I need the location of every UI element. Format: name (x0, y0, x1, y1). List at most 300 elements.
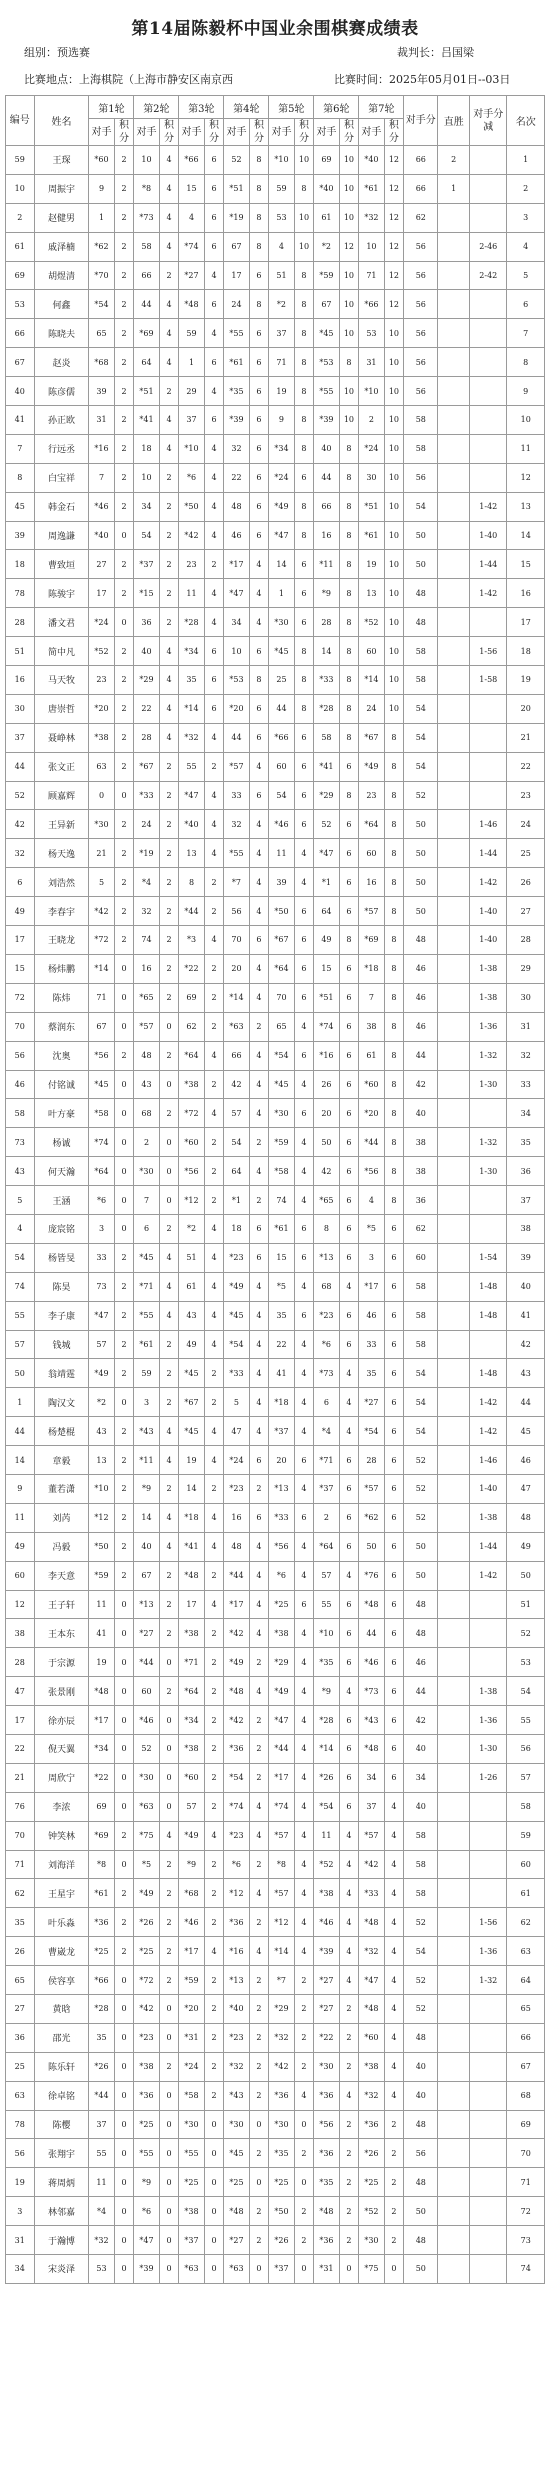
table-cell: 65 (89, 319, 114, 348)
table-cell: *62 (89, 232, 114, 261)
table-cell: 4 (204, 434, 224, 463)
table-cell: 2 (438, 146, 470, 175)
table-cell: *24 (179, 2052, 204, 2081)
table-cell (438, 1474, 470, 1503)
player-name-cell: 宋炎泽 (34, 2255, 89, 2284)
table-row (6, 377, 545, 406)
table-cell: 35 (269, 1301, 294, 1330)
table-cell: 4 (249, 1590, 269, 1619)
table-cell: 1 (179, 348, 204, 377)
table-row (6, 1388, 545, 1417)
table-cell: 4 (249, 752, 269, 781)
player-name-cell: 胡煜清 (34, 261, 89, 290)
player-name-cell: 陈彦儒 (34, 377, 89, 406)
table-cell: 2 (159, 954, 179, 983)
table-cell: *22 (314, 2023, 339, 2052)
table-cell: 4 (339, 1879, 359, 1908)
player-name-cell: 陈骏宇 (34, 579, 89, 608)
table-cell: 8 (339, 666, 359, 695)
table-cell: 1-42 (470, 1561, 507, 1590)
table-cell: *46 (134, 1706, 159, 1735)
table-cell: 2 (294, 2197, 314, 2226)
table-cell (438, 377, 470, 406)
player-name-cell: 韩金石 (34, 492, 89, 521)
table-cell: 35 (359, 1359, 384, 1388)
table-cell: 2 (384, 2139, 404, 2168)
table-cell (438, 1561, 470, 1590)
table-cell: 2 (159, 1879, 179, 1908)
table-cell: 60 (359, 839, 384, 868)
table-cell: 4 (384, 1966, 404, 1995)
table-cell (438, 579, 470, 608)
table-cell: 6 (339, 1734, 359, 1763)
table-cell: 10 (294, 232, 314, 261)
table-cell: 6 (384, 1619, 404, 1648)
table-cell: 4 (249, 1532, 269, 1561)
table-cell: 37 (507, 1186, 545, 1215)
player-name-cell: 孙正欧 (34, 406, 89, 435)
table-cell: *17 (224, 550, 249, 579)
table-cell: *54 (224, 1330, 249, 1359)
table-cell: 4 (204, 781, 224, 810)
table-row (6, 1706, 545, 1735)
table-cell (470, 723, 507, 752)
table-cell: 2 (159, 1677, 179, 1706)
table-cell: 15 (314, 954, 339, 983)
table-cell: 4 (339, 1908, 359, 1937)
table-cell: 2 (114, 579, 134, 608)
player-name-cell: 王琛 (34, 146, 89, 175)
table-cell: 9 (89, 174, 114, 203)
player-name-cell: 蒋周炳 (34, 2168, 89, 2197)
table-cell: 5 (89, 868, 114, 897)
table-cell: *4 (89, 2197, 114, 2226)
table-cell (470, 2052, 507, 2081)
table-cell: 4 (159, 1301, 179, 1330)
table-cell: 4 (204, 1330, 224, 1359)
table-cell: 8 (294, 319, 314, 348)
table-cell: *14 (224, 983, 249, 1012)
player-name-cell: 赵健男 (34, 203, 89, 232)
table-cell: 2 (204, 1186, 224, 1215)
table-cell: 69 (507, 2110, 545, 2139)
table-cell: 1-42 (470, 579, 507, 608)
table-cell: 2 (204, 1619, 224, 1648)
table-cell: 1-32 (470, 1041, 507, 1070)
table-cell: 2 (159, 550, 179, 579)
table-cell: 60 (359, 637, 384, 666)
table-cell: 49 (6, 897, 35, 926)
table-cell: 42 (404, 1706, 438, 1735)
table-cell: *74 (224, 1792, 249, 1821)
subheader-opponent: 对手 (314, 119, 339, 146)
table-cell: 4 (294, 1070, 314, 1099)
table-row (6, 1301, 545, 1330)
player-name-cell: 钱城 (34, 1330, 89, 1359)
table-cell: 1 (507, 146, 545, 175)
table-cell: 5 (6, 1186, 35, 1215)
table-cell: *50 (269, 897, 294, 926)
player-name-cell: 林邻嘉 (34, 2197, 89, 2226)
table-cell: 8 (384, 1041, 404, 1070)
table-cell: 17 (507, 608, 545, 637)
table-cell: *20 (359, 1099, 384, 1128)
table-cell: 54 (404, 1937, 438, 1966)
table-cell: *63 (134, 1792, 159, 1821)
table-cell: 8 (384, 752, 404, 781)
table-cell: 14 (314, 637, 339, 666)
table-cell: 30 (359, 463, 384, 492)
table-row (6, 1821, 545, 1850)
table-cell: 2 (507, 174, 545, 203)
table-cell: 2 (114, 1301, 134, 1330)
table-cell: 0 (204, 2168, 224, 2197)
table-cell: *52 (89, 637, 114, 666)
table-cell: 0 (114, 2110, 134, 2139)
table-cell: 4 (159, 1243, 179, 1272)
table-cell: *16 (89, 434, 114, 463)
table-cell: *24 (269, 463, 294, 492)
table-cell: 10 (339, 406, 359, 435)
table-cell: 69 (179, 983, 204, 1012)
table-cell: 57 (89, 1330, 114, 1359)
subheader-points: 积分 (204, 119, 224, 146)
table-cell: *38 (359, 2052, 384, 2081)
subheader-opponent: 对手 (134, 119, 159, 146)
table-cell: *42 (134, 1995, 159, 2024)
table-cell: *42 (224, 1619, 249, 1648)
table-cell: 44 (404, 1041, 438, 1070)
table-cell (438, 1792, 470, 1821)
table-cell: 19 (269, 377, 294, 406)
table-cell: *17 (179, 1937, 204, 1966)
table-cell (438, 694, 470, 723)
table-cell: 1-48 (470, 1359, 507, 1388)
table-cell (438, 666, 470, 695)
table-cell: *56 (89, 1041, 114, 1070)
table-cell (438, 1908, 470, 1937)
table-cell: 2 (204, 1128, 224, 1157)
header-round-1: 第1轮 (89, 96, 134, 119)
table-cell: *12 (269, 1908, 294, 1937)
table-cell: *40 (224, 1995, 249, 2024)
table-row (6, 406, 545, 435)
table-cell: 4 (159, 1532, 179, 1561)
table-cell: 45 (6, 492, 35, 521)
table-cell: 0 (159, 2226, 179, 2255)
table-cell: 2 (159, 1041, 179, 1070)
table-cell: 56 (404, 377, 438, 406)
table-cell: 31 (359, 348, 384, 377)
table-cell: 4 (339, 1677, 359, 1706)
table-cell: *47 (269, 1706, 294, 1735)
table-cell: 2 (114, 1330, 134, 1359)
table-cell: 6 (294, 1099, 314, 1128)
table-cell: 50 (404, 839, 438, 868)
table-cell: 50 (404, 2255, 438, 2284)
table-cell (438, 2110, 470, 2139)
table-cell: 13 (179, 839, 204, 868)
table-cell: *31 (179, 2023, 204, 2052)
table-cell: *47 (89, 1301, 114, 1330)
table-cell: 20 (224, 954, 249, 983)
table-cell: 59 (507, 1821, 545, 1850)
table-cell: *28 (89, 1995, 114, 2024)
table-cell: 10 (294, 146, 314, 175)
table-cell: 40 (404, 1792, 438, 1821)
table-cell: 7 (507, 319, 545, 348)
table-cell: 6 (339, 954, 359, 983)
table-cell: 50 (404, 1561, 438, 1590)
table-cell: 42 (507, 1330, 545, 1359)
table-cell: 4 (249, 1359, 269, 1388)
table-cell: 2 (114, 463, 134, 492)
table-cell: *52 (314, 1850, 339, 1879)
table-cell: 6 (294, 1590, 314, 1619)
table-cell: *6 (179, 463, 204, 492)
table-cell: 2 (204, 1359, 224, 1388)
table-cell: 40 (507, 1272, 545, 1301)
table-cell: 4 (204, 1272, 224, 1301)
table-cell: 46 (404, 1012, 438, 1041)
venue-label: 比赛地点：上海棋院（上海市静安区南京西 (24, 73, 233, 86)
table-cell: 39 (507, 1243, 545, 1272)
table-cell: 16 (224, 1503, 249, 1532)
table-cell: *49 (269, 492, 294, 521)
table-cell (438, 1272, 470, 1301)
table-cell: 4 (204, 1937, 224, 1966)
table-cell (470, 434, 507, 463)
table-cell (438, 868, 470, 897)
table-cell: 39 (269, 868, 294, 897)
table-cell (470, 2023, 507, 2052)
table-row (6, 1359, 545, 1388)
table-cell: 6 (339, 1012, 359, 1041)
table-cell: 2 (204, 2023, 224, 2052)
table-cell: *59 (269, 1128, 294, 1157)
table-cell: *37 (269, 1417, 294, 1446)
table-cell: 0 (114, 1099, 134, 1128)
table-cell: 8 (339, 348, 359, 377)
table-cell: *30 (89, 810, 114, 839)
table-cell: 7 (6, 434, 35, 463)
table-cell: 8 (294, 348, 314, 377)
table-cell: *64 (179, 1041, 204, 1070)
table-cell: 54 (404, 694, 438, 723)
table-cell: 4 (249, 1099, 269, 1128)
table-cell: 10 (384, 377, 404, 406)
table-row (6, 2226, 545, 2255)
table-cell: 4 (249, 1417, 269, 1446)
table-cell: 4 (294, 868, 314, 897)
table-cell: 0 (159, 1070, 179, 1099)
table-cell: 63 (89, 752, 114, 781)
player-name-cell: 章毅 (34, 1446, 89, 1475)
table-cell (438, 1532, 470, 1561)
table-cell: 66 (6, 319, 35, 348)
table-cell: 3 (6, 2197, 35, 2226)
table-cell: 2 (159, 1388, 179, 1417)
table-cell: 58 (314, 723, 339, 752)
player-name-cell: 杨天逸 (34, 839, 89, 868)
table-cell: 56 (6, 1041, 35, 1070)
table-cell: 25 (269, 666, 294, 695)
table-cell: 2 (204, 1706, 224, 1735)
table-cell: 48 (404, 579, 438, 608)
table-cell: 35 (6, 1908, 35, 1937)
table-cell: *59 (179, 1966, 204, 1995)
table-cell: *32 (359, 2081, 384, 2110)
table-cell: *16 (224, 1937, 249, 1966)
player-name-cell: 马天牧 (34, 666, 89, 695)
table-cell: 12 (384, 174, 404, 203)
table-cell: 4 (249, 1879, 269, 1908)
table-row (6, 781, 545, 810)
table-cell (470, 203, 507, 232)
table-row (6, 1186, 545, 1215)
table-cell (438, 521, 470, 550)
table-cell: 10 (384, 492, 404, 521)
table-cell: 18 (507, 637, 545, 666)
table-cell: 6 (294, 1214, 314, 1243)
player-name-cell: 曹致垣 (34, 550, 89, 579)
table-cell: 4 (249, 983, 269, 1012)
table-cell: 6 (384, 1272, 404, 1301)
table-cell: *11 (314, 550, 339, 579)
table-cell: 56 (507, 1734, 545, 1763)
table-cell: 57 (6, 1330, 35, 1359)
table-cell: *23 (134, 2023, 159, 2052)
table-cell: *39 (224, 406, 249, 435)
table-cell: *54 (314, 1792, 339, 1821)
table-cell: *26 (134, 1908, 159, 1937)
player-name-cell: 张翔宇 (34, 2139, 89, 2168)
table-cell (438, 983, 470, 1012)
table-cell: 2 (114, 1503, 134, 1532)
table-cell: 57 (224, 1099, 249, 1128)
table-cell: 44 (6, 1417, 35, 1446)
table-cell: 6 (339, 810, 359, 839)
table-cell: 4 (159, 406, 179, 435)
table-cell: *57 (134, 1012, 159, 1041)
table-cell: 4 (204, 579, 224, 608)
table-cell: *53 (314, 348, 339, 377)
table-cell: *25 (269, 1590, 294, 1619)
table-cell: 6 (339, 1301, 359, 1330)
table-cell: 2 (159, 1359, 179, 1388)
table-cell: 2 (204, 1561, 224, 1590)
table-cell: 28 (134, 723, 159, 752)
table-cell: 0 (114, 1734, 134, 1763)
table-cell: *2 (269, 290, 294, 319)
table-cell: 65 (507, 1995, 545, 2024)
table-cell: 4 (249, 1330, 269, 1359)
table-cell: 0 (249, 2168, 269, 2197)
table-cell: 10 (384, 637, 404, 666)
table-cell: 53 (269, 203, 294, 232)
table-cell: 6 (294, 897, 314, 926)
table-cell: 1-30 (470, 1734, 507, 1763)
table-cell: 43 (507, 1359, 545, 1388)
table-cell: 28 (359, 1446, 384, 1475)
table-cell: 4 (159, 1821, 179, 1850)
table-cell: 39 (89, 377, 114, 406)
table-cell: 2 (249, 1474, 269, 1503)
table-cell: 10 (384, 608, 404, 637)
table-cell: 44 (404, 1677, 438, 1706)
table-cell: 4 (384, 1908, 404, 1937)
table-cell (438, 897, 470, 926)
table-cell: *72 (89, 926, 114, 955)
table-cell: 38 (404, 1157, 438, 1186)
table-row (6, 1503, 545, 1532)
table-cell: 28 (6, 608, 35, 637)
table-cell: 14 (134, 1503, 159, 1532)
table-cell: 6 (339, 752, 359, 781)
table-cell: 6 (384, 1214, 404, 1243)
table-cell: 6 (339, 1763, 359, 1792)
table-cell: *39 (314, 406, 339, 435)
player-name-cell: 周欣宁 (34, 1763, 89, 1792)
table-cell: 2 (159, 781, 179, 810)
player-name-cell: 杨皆旻 (34, 1243, 89, 1272)
table-cell: 66 (314, 492, 339, 521)
table-cell: 52 (404, 1966, 438, 1995)
table-cell: *61 (359, 521, 384, 550)
table-cell: 0 (114, 1012, 134, 1041)
table-cell: 30 (507, 983, 545, 1012)
table-cell: 40 (314, 434, 339, 463)
player-name-cell: 聂峥林 (34, 723, 89, 752)
table-row (6, 1908, 545, 1937)
table-cell: 33 (359, 1330, 384, 1359)
table-cell: 12 (507, 463, 545, 492)
table-cell: 40 (404, 2081, 438, 2110)
table-cell: 6 (294, 1041, 314, 1070)
table-cell: 6 (294, 1503, 314, 1532)
table-cell: 6 (294, 463, 314, 492)
table-cell: *57 (269, 1879, 294, 1908)
table-cell: 1-56 (470, 1908, 507, 1937)
table-cell: *60 (179, 1128, 204, 1157)
table-cell: 8 (384, 954, 404, 983)
table-cell: *63 (224, 2255, 249, 2284)
table-cell: 2 (114, 666, 134, 695)
table-cell: 2 (114, 1272, 134, 1301)
table-cell (438, 2081, 470, 2110)
table-cell: *18 (269, 1388, 294, 1417)
table-cell (438, 752, 470, 781)
table-cell: 61 (6, 232, 35, 261)
table-cell: 52 (314, 810, 339, 839)
table-cell: 40 (404, 2052, 438, 2081)
table-cell: 6 (339, 1590, 359, 1619)
table-cell: 6 (294, 1243, 314, 1272)
table-cell: 4 (159, 232, 179, 261)
table-cell: *44 (224, 1561, 249, 1590)
header-round-5: 第5轮 (269, 96, 314, 119)
table-cell: 8 (249, 146, 269, 175)
player-name-cell: 顾嘉辉 (34, 781, 89, 810)
table-cell: 55 (179, 752, 204, 781)
header-name: 姓名 (34, 96, 89, 146)
table-cell (438, 1677, 470, 1706)
table-cell: 70 (6, 1012, 35, 1041)
table-cell: *30 (314, 2052, 339, 2081)
table-cell: 6 (204, 637, 224, 666)
table-cell: 16 (314, 521, 339, 550)
table-cell: 4 (294, 1561, 314, 1590)
